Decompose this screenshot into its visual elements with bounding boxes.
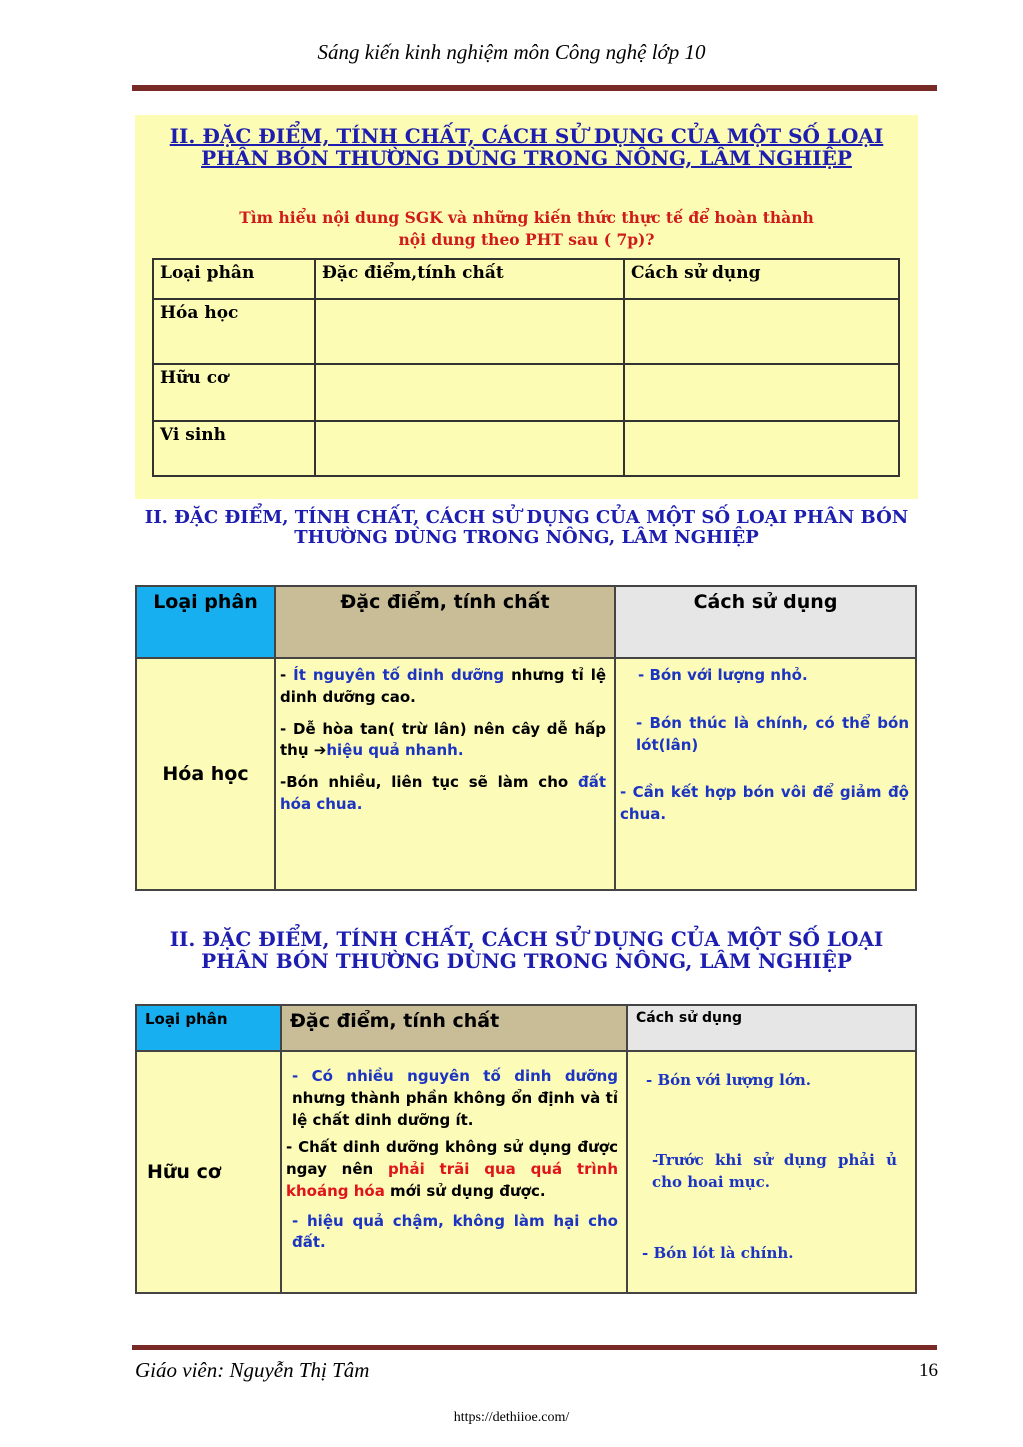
chemical-traits-cell: [275, 658, 615, 890]
worksheet-empty-cell: [624, 299, 899, 364]
worksheet-task: [145, 207, 908, 250]
trait-text: - Chất dinh dưỡng không sử dụng được ngay nên: [286, 1138, 618, 1178]
chemical-usage-3: - Cần kết hợp bón vôi để giảm độ chua.: [620, 783, 909, 823]
chemical-trait-1: [280, 665, 606, 709]
worksheet-row-label: Vi sinh: [153, 421, 315, 476]
chemical-trait-3: [280, 772, 606, 816]
chemical-header-type: Loại phân: [136, 586, 275, 658]
worksheet-slide-title: II. ĐẶC ĐIỂM, TÍNH CHẤT, CÁCH SỬ DỤNG CỦA MỘT SỐ LOẠI PHÂN BÓN THƯỜNG DÙNG TRONG NÔNG, LÂM NGHIỆP: [169, 124, 884, 170]
organic-header-type: Loại phân: [136, 1005, 281, 1051]
header-divider: [132, 85, 937, 91]
organic-usage-3: - Bón lót là chính.: [642, 1244, 794, 1263]
organic-slide-title: II. ĐẶC ĐIỂM, TÍNH CHẤT, CÁCH SỬ DỤNG CỦA MỘT SỐ LOẠI PHÂN BÓN THƯỜNG DÙNG TRONG NÔNG, LÂM NGHIỆP: [169, 927, 884, 973]
organic-header-usage: Cách sử dụng: [627, 1005, 916, 1051]
worksheet-row-label: Hữu cơ: [153, 364, 315, 421]
worksheet-header-usage: Cách sử dụng: [624, 259, 899, 299]
chemical-row-label: Hóa học: [136, 658, 275, 890]
worksheet-empty-cell: [315, 421, 624, 476]
chemical-usage-cell: [615, 658, 916, 890]
chemical-header-usage: Cách sử dụng: [615, 586, 916, 658]
trait-text: nhưng tỉ lệ dinh dưỡng cao.: [280, 666, 607, 706]
chemical-header-traits: Đặc điểm, tính chất: [275, 586, 615, 658]
worksheet-task-line1: Tìm hiểu nội dung SGK và những kiến thức thực tế để hoàn thành: [239, 208, 814, 227]
organic-trait-1: [286, 1066, 618, 1131]
organic-trait-3: - hiệu quả chậm, không làm hại cho đất.: [292, 1211, 618, 1252]
trait-highlight: Ít nguyên tố dinh dưỡng: [293, 666, 505, 684]
trait-text: -Bón nhiều, liên tục sẽ làm cho: [280, 773, 578, 791]
chemical-usage-2: - Bón thúc là chính, có thể bón lót(lân): [636, 713, 909, 754]
page-header-title: Sáng kiến kinh nghiệm môn Công nghệ lớp 10: [317, 40, 706, 64]
worksheet-table: [152, 258, 900, 477]
organic-usage-2: -Trước khi sử dụng phải ủ cho hoai mục.: [652, 1150, 897, 1191]
organic-trait-2: [286, 1137, 618, 1202]
worksheet-empty-cell: [315, 299, 624, 364]
organic-traits-cell: [281, 1051, 627, 1293]
worksheet-row-label: Hóa học: [153, 299, 315, 364]
trait-highlight: đất hóa chua.: [280, 773, 606, 813]
worksheet-task-line2: nội dung theo PHT sau ( 7p)?: [398, 229, 655, 249]
trait-highlight: hiệu quả nhanh.: [326, 741, 464, 760]
footer-url: https://dethiioe.com/: [453, 1410, 570, 1425]
footer-divider: [132, 1345, 937, 1350]
trait-text: - Dễ hòa tan( trừ lân) nên cây dễ hấp thụ ➔: [280, 719, 606, 760]
organic-usage-1: - Bón với lượng lớn.: [646, 1071, 811, 1089]
chemical-slide-title: II. ĐẶC ĐIỂM, TÍNH CHẤT, CÁCH SỬ DỤNG CỦA MỘT SỐ LOẠI PHÂN BÓN THƯỜNG DÙNG TRONG NÔNG, LÂM NGHIỆP: [144, 507, 909, 548]
chemical-fertilizer-table: [135, 585, 917, 891]
chemical-trait-2: [280, 719, 606, 763]
footer-teacher: Giáo viên: Nguyễn Thị Tâm: [135, 1358, 370, 1382]
worksheet-empty-cell: [624, 421, 899, 476]
worksheet-empty-cell: [624, 364, 899, 421]
chemical-usage-1: - Bón với lượng nhỏ.: [638, 666, 808, 684]
worksheet-header-type: Loại phân: [153, 259, 315, 299]
trait-highlight: - Có nhiều nguyên tố dinh dưỡng: [292, 1067, 618, 1085]
trait-prefix: -: [280, 666, 294, 684]
worksheet-header-traits: Đặc điểm,tính chất: [315, 259, 624, 299]
organic-usage-cell: [627, 1051, 916, 1293]
trait-text: nhưng thành phần không ổn định và tỉ lệ chất dinh dưỡng ít.: [292, 1088, 618, 1129]
page-number: 16: [919, 1360, 938, 1381]
organic-row-label: Hữu cơ: [136, 1051, 281, 1293]
worksheet-slide: [135, 115, 918, 499]
trait-text: mới sử dụng được.: [384, 1181, 546, 1200]
trait-highlight-red: phải trãi qua quá trình khoáng hóa: [286, 1160, 618, 1200]
worksheet-empty-cell: [315, 364, 624, 421]
organic-header-traits: Đặc điểm, tính chất: [281, 1005, 627, 1051]
organic-fertilizer-table: [135, 1004, 917, 1294]
